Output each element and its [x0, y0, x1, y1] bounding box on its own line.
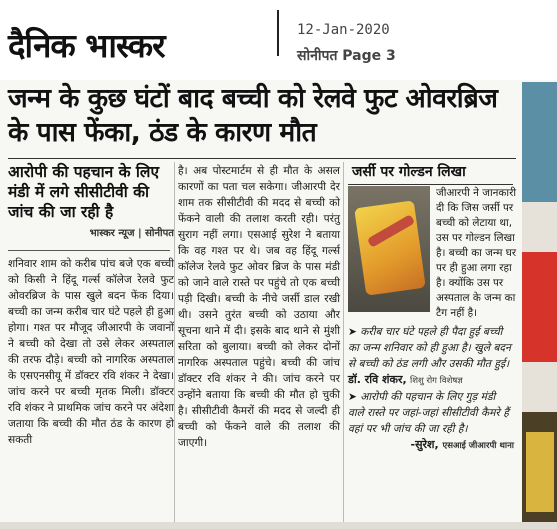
- jersey-photo: [348, 186, 430, 312]
- adjacent-photo: [522, 82, 557, 202]
- doctor-name: डॉ. रवि शंकर,: [348, 373, 407, 386]
- box-title-rule: [348, 184, 513, 185]
- box-side-text: जीआरपी ने जानकारी दी कि जिस जर्सी पर बच्ची को लेटाया था, उस पर गोल्डन लिखा है। बच्ची का जन्म घर पर ही हुआ लगा रहा है। क्योंकि उस पर अस्पताल के जन्म का टैग नहीं है।: [436, 187, 517, 319]
- doctor-role: शिशु रोग विशेषज्ञ: [410, 376, 463, 386]
- quote-si-attribution: [348, 437, 514, 454]
- sub-headline: आरोपी की पहचान के लिए मंडी में लगे सीसीटीवी की जांच की जा रही है: [8, 163, 160, 221]
- masthead-divider: [277, 10, 279, 56]
- box-title: जर्सी पर गोल्डन लिखा: [352, 164, 466, 180]
- si-role: एसआई जीआरपी थाना: [442, 441, 514, 451]
- adjacent-article-strip: [522, 82, 557, 522]
- article-body-col1: शनिवार शाम को करीब पांच बजे एक बच्ची को किसी ने हिंदू गर्ल्स कॉलेज रेलवे फुट ओवरब्रिज के पास खुले बदन फेंक दिया। बच्ची का जन्म करीब चार घंटे पहले ही हुआ होगा। गश्त पर मौजूद जीआरपी के जवानों ने बच्ची को देखा तो उसे लेकर अस्पताल की तरफ दौड़े। बच्ची को नागरिक अस्पताल के एसएनसीयू में डॉक्टर रवि शंकर ने देखा। जांच करने पर बच्ची मृतक मिली। डॉक्टर रवि शंकर ने प्राथमिक जांच करने पर अंदेशा जताया कि बच्ची की मौत ठंड के कारण हो सकती: [8, 258, 174, 446]
- quote-doctor: ➤ करीब चार घंटे पहले ही पैदा हुई बच्ची का जन्म शनिवार को ही हुआ है। खुले बदन से बच्ची को ठंड लगी और उसकी मौत हुई।: [348, 326, 511, 370]
- main-headline: जन्म के कुछ घंटों बाद बच्ची को रेलवे फुट ओवरब्रिज के पास फेंका, ठंड के कारण मौत: [8, 83, 498, 148]
- page-bottom-edge: [0, 522, 557, 529]
- jersey-shape: [354, 200, 426, 295]
- quote-doctor-attribution: [348, 372, 514, 389]
- adjacent-yellow-block: [526, 432, 554, 512]
- article-body-col2: है। अब पोस्टमार्टम से ही मौत के असल कारणों का पता चल सकेगा। जीआरपी देर शाम तक सीसीटीवी की मदद से बच्ची को फेंकने वाली की तलाश करती रही। परंतु सुराग नहीं लगा। एसआई सुरेश ने बताया कि वह गश्त पर थे। जब वह हिंदू गर्ल्स कॉलेज रेलवे फुट ओवर ब्रिज के पास मंडी को जाने वाले रास्ते पर पहुंचे तो एक बच्ची पड़ी दिखी। बच्ची के नीचे जर्सी डाल रखी थी। उसने तुरंत बच्ची को उठाया और सूचना थाने में दी। इसके बाद थाने से मुंशी सरिता को बुलाया। बच्ची को लेकर दोनों नागरिक अस्पताल पहुंचे। बच्ची की जांच डॉक्टर रवि शंकर ने की। जांच करने पर उन्होंने बताया कि बच्ची की मौत हो चुकी है। सीसीटीवी कैमरों की मदद से जल्दी ही बच्ची को फेंकने वाले की तलाश की जाएगी।: [178, 165, 340, 449]
- column-1: [8, 162, 174, 446]
- quote-arrow-icon: ➤: [348, 391, 357, 403]
- subhead-rule: [8, 250, 170, 251]
- column-2: [178, 163, 340, 451]
- column-divider: [343, 162, 344, 522]
- quote-si: ➤ आरोपी की पहचान के लिए गुड़ मंडी वाले रास्ते पर जहां-जहां सीसीटीवी कैमरे हैं वहां पर भी जांच की जा रही है।: [348, 391, 509, 435]
- si-name: -सुरेश,: [410, 438, 439, 451]
- masthead: [0, 0, 557, 80]
- byline: भास्कर न्यूज | सोनीपत: [89, 228, 174, 239]
- column-divider: [174, 162, 175, 522]
- column-3: [348, 162, 518, 451]
- quote-arrow-icon: ➤: [348, 326, 357, 338]
- issue-date: 12-Jan-2020: [297, 22, 390, 38]
- quotes-box: [348, 324, 514, 454]
- newspaper-logo: दैनिक भास्कर: [8, 26, 165, 65]
- adjacent-red-block: [522, 252, 557, 362]
- edition-page: सोनीपत Page 3: [297, 48, 396, 64]
- headline-rule: [8, 158, 516, 159]
